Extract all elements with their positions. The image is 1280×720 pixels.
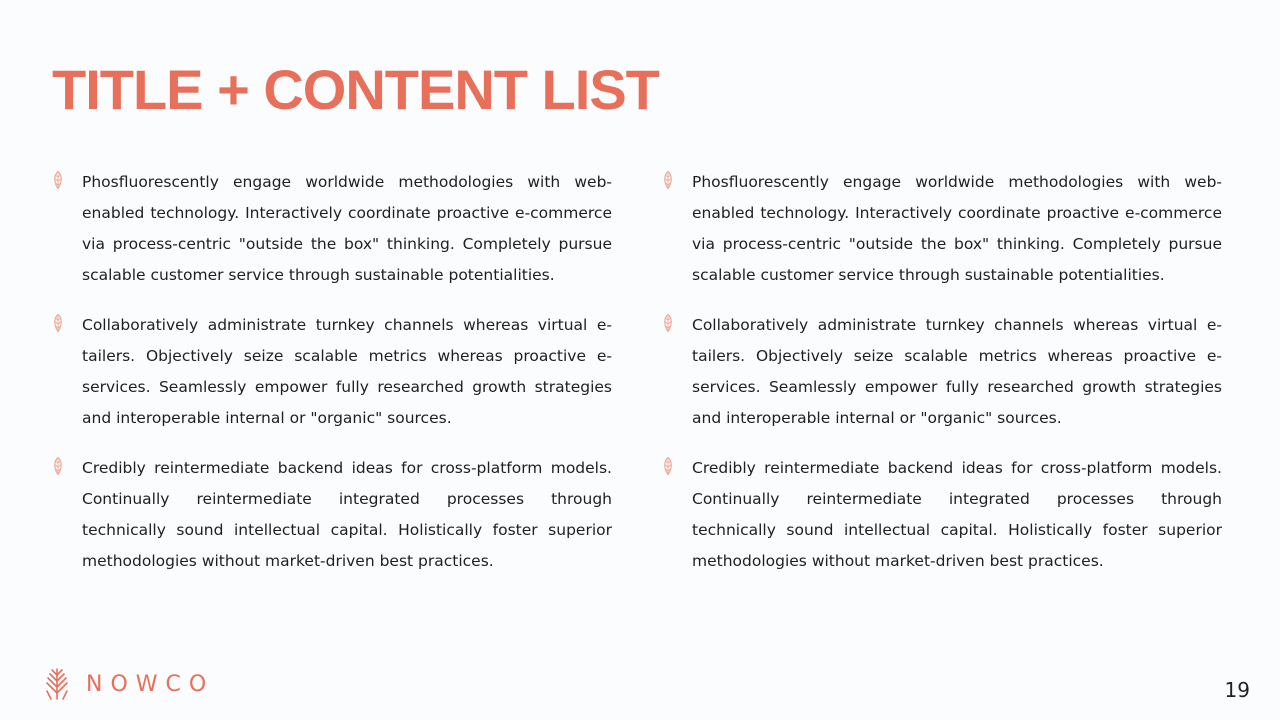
list-item-text: Collaboratively administrate turnkey channels whereas virtual e-tailers. Objectively seize scalable metrics whereas proactive e-services. Seamlessly empower fully researched growth strategies and interoperable internal or "organic" sources.: [692, 316, 1222, 427]
leaf-icon: [662, 171, 674, 189]
list-item: [662, 310, 1222, 434]
leaf-icon: [662, 457, 674, 475]
list-item: [52, 453, 612, 577]
content-column-right: [662, 167, 1222, 596]
leaf-icon: [52, 171, 64, 189]
list-item-text: Phosfluorescently engage worldwide methodologies with web-enabled technology. Interactively coordinate proactive e-commerce via process-centric "outside the box" thinking. Completely pursue scalable customer service through sustainable potentialities.: [692, 173, 1222, 284]
company-logo: [44, 666, 214, 702]
list-item-text: Collaboratively administrate turnkey channels whereas virtual e-tailers. Objectively seize scalable metrics whereas proactive e-services. Seamlessly empower fully researched growth strategies and interoperable internal or "organic" sources.: [82, 316, 612, 427]
list-item-text: Credibly reintermediate backend ideas for cross-platform models. Continually reintermediate integrated processes through technically sound intellectual capital. Holistically foster superior methodologies without market-driven best practices.: [82, 459, 612, 570]
wheat-logo-icon: [44, 667, 70, 701]
list-item-text: Phosfluorescently engage worldwide methodologies with web-enabled technology. Interactively coordinate proactive e-commerce via process-centric "outside the box" thinking. Completely pursue scalable customer service through sustainable potentialities.: [82, 173, 612, 284]
list-item-text: Credibly reintermediate backend ideas for cross-platform models. Continually reintermediate integrated processes through technically sound intellectual capital. Holistically foster superior methodologies without market-driven best practices.: [692, 459, 1222, 570]
leaf-icon: [662, 314, 674, 332]
list-item: [662, 167, 1222, 291]
list-item: [662, 453, 1222, 577]
leaf-icon: [52, 314, 64, 332]
list-item: [52, 167, 612, 291]
content-column-left: [52, 167, 612, 596]
page-number: 19: [1224, 678, 1250, 702]
leaf-icon: [52, 457, 64, 475]
list-item: [52, 310, 612, 434]
slide-title: TITLE + CONTENT LIST: [52, 58, 659, 121]
logo-text: NOWCO: [86, 671, 215, 697]
